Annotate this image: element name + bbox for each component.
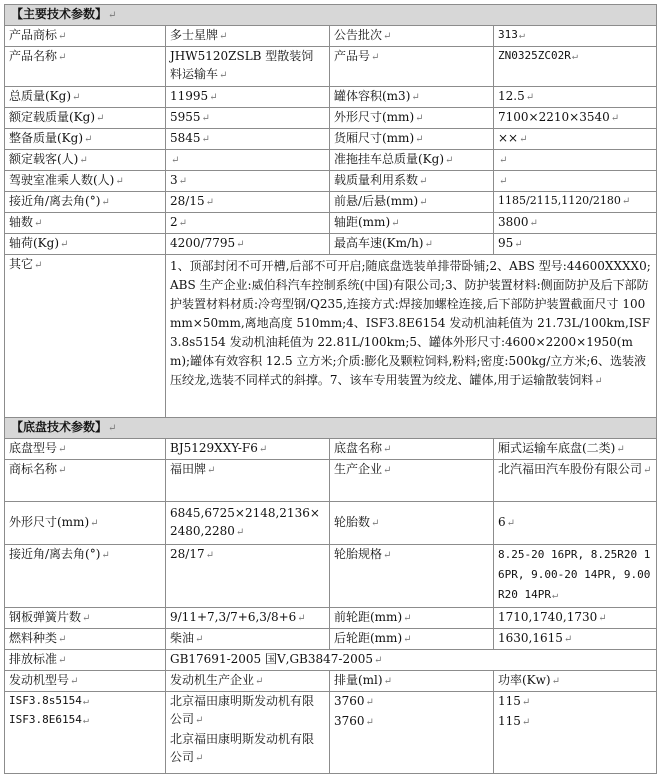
- value-cell: 28/17: [170, 547, 205, 561]
- value-cell: 6845,6725×2148,2136×2480,2280: [170, 506, 320, 538]
- value-cell: 8.25-20 16PR, 8.25R20 16PR, 9.00-20 14PR, 9.00R20 14PR: [498, 548, 651, 601]
- engine-header-row: 发动机型号↵ 发动机生产企业↵ 排量(ml)↵ 功率(Kw)↵: [5, 671, 657, 692]
- table-row: 轴荷(Kg)↵ 4200/7795↵ 最高车速(Km/h)↵ 95↵: [5, 234, 657, 255]
- label-cell: 轮胎数: [334, 515, 371, 529]
- value-cell: 3800: [498, 215, 529, 229]
- table-row: 燃料种类↵ 柴油↵ 后轮距(mm)↵ 1630,1615↵: [5, 629, 657, 650]
- value-cell: 9/11+7,3/7+6,3/8+6: [170, 610, 297, 624]
- label-cell: 外形尺寸(mm): [334, 110, 415, 124]
- label-cell: 驾驶室准乘人数(人): [9, 173, 115, 187]
- section-title-main: 【主要技术参数】: [11, 7, 108, 21]
- value-cell: 柴油: [170, 631, 195, 645]
- label-cell: 轮胎规格: [334, 547, 383, 561]
- label-cell: 轴距(mm): [334, 215, 391, 229]
- label-cell: 轴荷(Kg): [9, 236, 60, 250]
- value-cell: 3: [170, 173, 178, 187]
- table-row: 轴数↵ 2↵ 轴距(mm)↵ 3800↵: [5, 213, 657, 234]
- engine-model-header: 发动机型号: [9, 673, 70, 687]
- value-cell: 5845: [170, 131, 201, 145]
- table-row: 总质量(Kg)↵ 11995↵ 罐体容积(m3)↵ 12.5↵: [5, 87, 657, 108]
- table-row-emission: 排放标准↵ GB17691-2005 国Ⅴ,GB3847-2005↵: [5, 650, 657, 671]
- label-cell: 生产企业: [334, 462, 383, 476]
- emission-value: GB17691-2005 国Ⅴ,GB3847-2005: [170, 652, 374, 666]
- spec-table: [4, 4, 657, 774]
- section-header-main: 【主要技术参数】↵: [5, 5, 657, 26]
- table-row: 额定载质量(Kg)↵ 5955↵ 外形尺寸(mm)↵ 7100×2210×3540↵: [5, 108, 657, 129]
- value-cell: 1710,1740,1730: [498, 610, 598, 624]
- table-row-other: 其它↵ 1、顶部封闭不可开槽,后部不可开启;随底盘选装单排带卧铺;2、ABS 型号:44600XXXX0;ABS 生产企业:威伯科汽车控制系统(中国)有限公司;3、防护装置材料:侧面防护及后下部防护装置材料材质:冷弯型钢/Q235,连接方式:焊接加螺栓连接,后下部防护装置截面尺寸 100mm×50mm,离地高度 510mm;4、ISF3.8E6154 发动机油耗值为 21.73L/100km,ISF3.8s5154 发动机油耗值为 22.81L/100km;5、罐体外形尺寸:4600×2200×1950(mm);罐体有效容积 12.5 立方米;介质:膨化及颗粒饲料,粉料;密度:500kg/立方米;6、选装液压绞龙,选装不同样式的斜撑。7、该车专用装置为绞龙、罐体,用于运输散装饲料↵: [5, 255, 657, 418]
- value-cell: 11995: [170, 89, 209, 103]
- engine-power: 115: [498, 714, 521, 728]
- label-cell: 货厢尺寸(mm): [334, 131, 415, 145]
- label-cell: 底盘名称: [334, 441, 383, 455]
- value-cell: 厢式运输车底盘(二类): [498, 441, 616, 455]
- label-cell: 整备质量(Kg): [9, 131, 84, 145]
- label-cell: 罐体容积(m3): [334, 89, 411, 103]
- table-row: 产品名称↵ JHW5120ZSLB 型散装饲料运输车↵ 产品号↵ ZN0325ZC02R↵: [5, 47, 657, 87]
- value-cell: 313: [498, 28, 518, 41]
- engine-maker: 北京福田康明斯发动机有限公司: [170, 732, 315, 764]
- label-cell: 接近角/离去角(°): [9, 194, 101, 208]
- label-cell: 总质量(Kg): [9, 89, 72, 103]
- value-cell: 5955: [170, 110, 201, 124]
- emission-label: 排放标准: [9, 652, 58, 666]
- engine-power-header: 功率(Kw): [498, 673, 551, 687]
- table-row: 额定载客(人)↵ ↵ 准拖挂车总质量(Kg)↵ ↵: [5, 150, 657, 171]
- table-row: 钢板弹簧片数↵ 9/11+7,3/7+6,3/8+6↵ 前轮距(mm)↵ 1710,1740,1730↵: [5, 608, 657, 629]
- other-notes-text: 1、顶部封闭不可开槽,后部不可开启;随底盘选装单排带卧铺;2、ABS 型号:44600XXXX0;ABS 生产企业:威伯科汽车控制系统(中国)有限公司;3、防护装置材料:侧面防护及后下部防护装置材料材质:冷弯型钢/Q235,连接方式:焊接加螺栓连接,后下部防护装置截面尺寸 100mm×50mm,离地高度 510mm;4、ISF3.8E6154 发动机油耗值为 21.73L/100km,ISF3.8s5154 发动机油耗值为 22.81L/100km;5、罐体外形尺寸:4600×2200×1950(mm);罐体有效容积 12.5 立方米;介质:膨化及颗粒饲料,粉料;密度:500kg/立方米;6、选装液压绞龙,选装不同样式的斜撑。7、该车专用装置为绞龙、罐体,用于运输散装饲料: [170, 259, 651, 387]
- value-cell: 4200/7795: [170, 236, 236, 250]
- label-cell: 燃料种类: [9, 631, 58, 645]
- value-cell: 1185/2115,1120/2180: [498, 194, 621, 207]
- section-title-chassis: 【底盘技术参数】: [11, 420, 108, 434]
- value-cell: 多士星牌: [170, 28, 219, 42]
- table-row: 驾驶室准乘人数(人)↵ 3↵ 载质量利用系数↵ ↵: [5, 171, 657, 192]
- table-row: 接近角/离去角(°)↵ 28/15↵ 前悬/后悬(mm)↵ 1185/2115,1120/2180↵: [5, 192, 657, 213]
- label-cell: 前悬/后悬(mm): [334, 194, 419, 208]
- value-cell: 福田牌: [170, 462, 207, 476]
- engine-model: ISF3.8E6154: [9, 713, 82, 726]
- label-cell: 准拖挂车总质量(Kg): [334, 152, 445, 166]
- table-row: 底盘型号↵ BJ5129XXY-F6↵ 底盘名称↵ 厢式运输车底盘(二类)↵: [5, 439, 657, 460]
- label-cell: 外形尺寸(mm): [9, 515, 90, 529]
- label-cell: 公告批次: [334, 28, 383, 42]
- table-row: 接近角/离去角(°)↵ 28/17↵ 轮胎规格↵ 8.25-20 16PR, 8.25R20 16PR, 9.00-20 14PR, 9.00R20 14PR↵: [5, 545, 657, 608]
- label-cell: 商标名称: [9, 462, 58, 476]
- table-row: 产品商标↵ 多士星牌↵ 公告批次↵ 313↵: [5, 26, 657, 47]
- value-cell: 6: [498, 515, 506, 529]
- table-row: 商标名称↵ 福田牌↵ 生产企业↵ 北汽福田汽车股份有限公司↵: [5, 460, 657, 502]
- label-cell: 产品商标: [9, 28, 58, 42]
- section-header-chassis: 【底盘技术参数】↵: [5, 418, 657, 439]
- label-cell: 后轮距(mm): [334, 631, 403, 645]
- label-cell: 产品名称: [9, 49, 58, 63]
- table-row: 整备质量(Kg)↵ 5845↵ 货厢尺寸(mm)↵ ××↵: [5, 129, 657, 150]
- label-cell: 额定载质量(Kg): [9, 110, 96, 124]
- label-cell: 载质量利用系数: [334, 173, 419, 187]
- label-cell: 最高车速(Km/h): [334, 236, 424, 250]
- value-cell: 1630,1615: [498, 631, 563, 645]
- engine-maker: 北京福田康明斯发动机有限公司: [170, 694, 315, 726]
- engine-displacement-header: 排量(ml): [334, 673, 383, 687]
- label-cell: 钢板弹簧片数: [9, 610, 82, 624]
- label-cell: 接近角/离去角(°): [9, 547, 101, 561]
- label-cell: 额定载客(人): [9, 152, 79, 166]
- value-cell: 7100×2210×3540: [498, 110, 610, 124]
- value-cell: BJ5129XXY-F6: [170, 441, 258, 455]
- value-cell: 北汽福田汽车股份有限公司: [498, 462, 643, 476]
- value-cell: ZN0325ZC02R: [498, 49, 571, 62]
- engine-model: ISF3.8s5154: [9, 694, 82, 707]
- engine-data-row: ISF3.8s5154↵ ISF3.8E6154↵ 北京福田康明斯发动机有限公司↵ 北京福田康明斯发动机有限公司↵ 3760↵ 3760↵ 115↵ 115↵: [5, 692, 657, 774]
- value-cell: JHW5120ZSLB 型散装饲料运输车: [170, 49, 314, 81]
- value-cell: ××: [498, 131, 519, 145]
- engine-displacement: 3760: [334, 694, 365, 708]
- engine-maker-header: 发动机生产企业: [170, 673, 255, 687]
- label-cell: 产品号: [334, 49, 371, 63]
- value-cell: 12.5: [498, 89, 525, 103]
- table-row: 外形尺寸(mm)↵ 6845,6725×2148,2136×2480,2280↵ 轮胎数↵ 6↵: [5, 502, 657, 545]
- value-cell: 28/15: [170, 194, 205, 208]
- engine-power: 115: [498, 694, 521, 708]
- value-cell: 95: [498, 236, 514, 250]
- label-cell: 前轮距(mm): [334, 610, 403, 624]
- value-cell: 2: [170, 215, 178, 229]
- label-cell: 底盘型号: [9, 441, 58, 455]
- label-cell: 轴数: [9, 215, 34, 229]
- other-label: 其它: [9, 257, 34, 271]
- engine-displacement: 3760: [334, 714, 365, 728]
